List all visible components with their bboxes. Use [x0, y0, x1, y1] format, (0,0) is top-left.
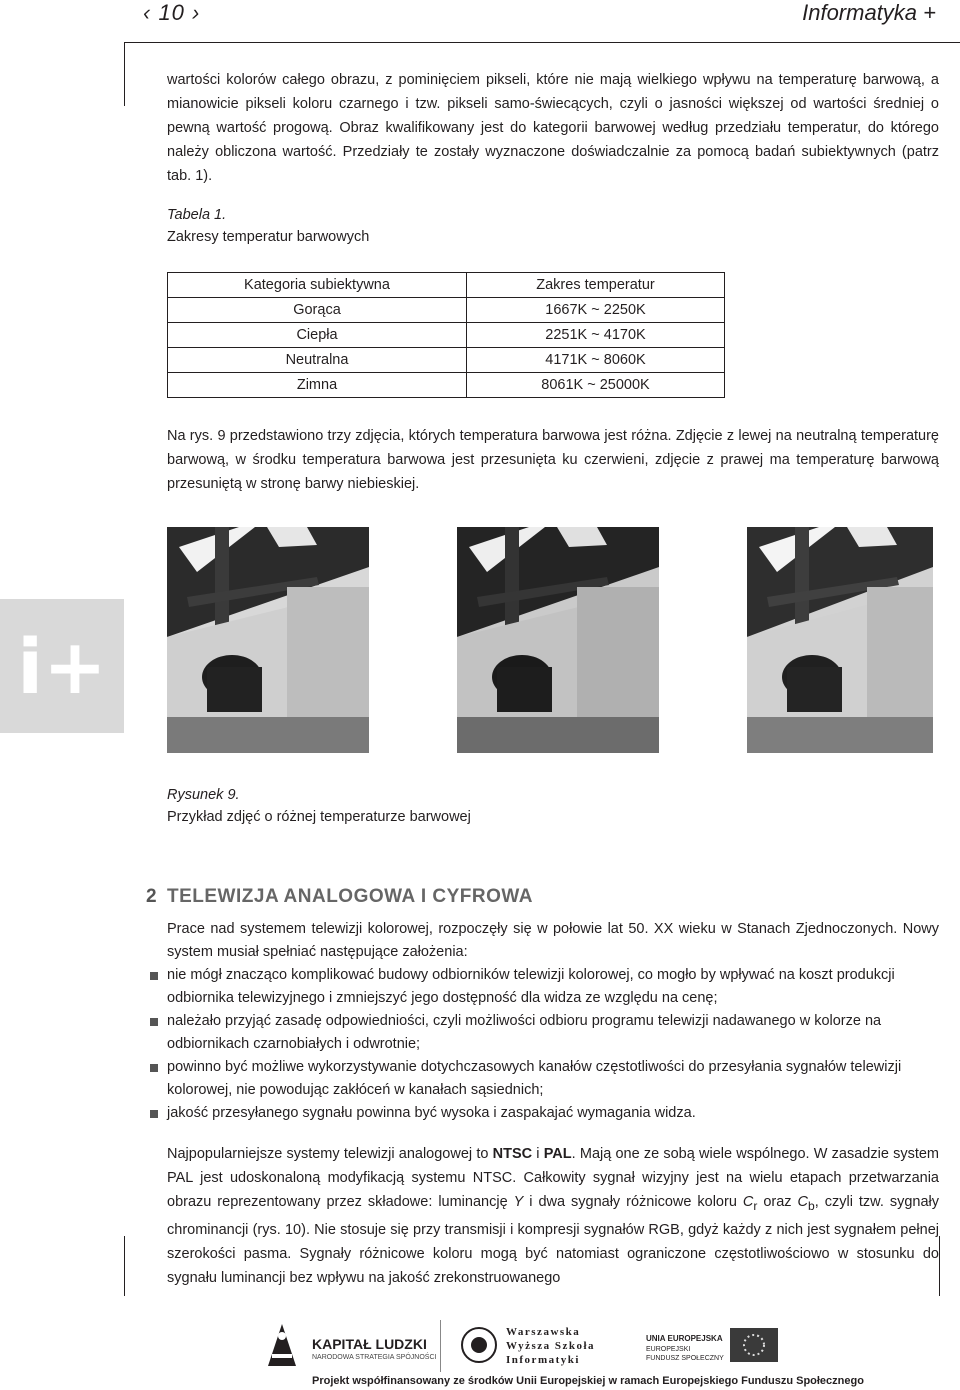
kl-subtitle: NARODOWA STRATEGIA SPÓJNOŚCI [312, 1354, 437, 1361]
list-item-text: jakość przesyłanego sygnału powinna być wysoka i zaspakajać wymagania widza. [167, 1105, 696, 1121]
text-run: i dwa sygnały różnicowe koloru [523, 1194, 743, 1210]
figure-caption [167, 784, 471, 828]
magazine-title: Informatyka + [802, 0, 936, 25]
table-cell: Ciepła [168, 323, 467, 348]
eu-flag-icon [730, 1328, 778, 1362]
chroma-symbol: C [742, 1194, 754, 1210]
text-run: Najpopularniejsze systemy telewizji analogowej to [167, 1146, 493, 1162]
page-number: ‹ 10 › [143, 0, 201, 25]
table-cell: Neutralna [168, 348, 467, 373]
table-row [168, 298, 725, 323]
table-row [168, 323, 725, 348]
frame-line-right-bottom [939, 1236, 940, 1296]
table-caption [167, 204, 369, 248]
bullet-square-icon [150, 1110, 158, 1118]
bullet-square-icon [150, 1018, 158, 1026]
list-item [150, 1102, 940, 1125]
list-item-text: należało przyjąć zasadę odpowiedniości, czyli możliwości odbioru programu telewizji nadawanego w kolorze na odbiornikach czarnobiałych i odwrotnie; [167, 1013, 882, 1052]
table-cell: Zimna [168, 373, 467, 398]
table-header: Kategoria subiektywna [168, 273, 467, 298]
chroma-subscript: r [753, 1198, 758, 1213]
chroma-subscript: b [808, 1198, 815, 1213]
wwsi-line-3: Informatyki [506, 1354, 580, 1366]
intro-paragraph: wartości kolorów całego obrazu, z pominięciem pikseli, które nie mają wielkiego wpływu na temperaturę barwową, a mianowicie pikseli koloru czarnego i tzw. pikseli samo-świecących, czyli o jasności większej od wartości średniej o pewną wartość progową. Obraz kwalifikowany jest do kategorii barwowej według przedziału temperatur, do którego należy obliczona wartość. Przedziały te zostały wyznaczone doświadczalnie za pomocą badań subiektywnych (patrz tab. 1). [167, 72, 939, 184]
temperature-table [167, 272, 725, 398]
frame-line-left-bottom [124, 1236, 125, 1296]
text-run: . Mają one ze sobą wiele wspólnego. W zasadzie system PAL jest udoskonaloną modyfikacją systemu NTSC. Całkowity sygnał wizyjny jest na wielu etapach przetwarzania obrazu reprezentowany przez składowe: luminancję [167, 1146, 939, 1210]
bullet-square-icon [150, 1064, 158, 1072]
pal-term: PAL [543, 1146, 572, 1162]
wwsi-logo [460, 1322, 610, 1372]
wwsi-line-2: Wyższa Szkoła [506, 1340, 596, 1352]
room-photo-blue-shift [747, 527, 933, 753]
figure-intro-paragraph: Na rys. 9 przedstawiono trzy zdjęcia, których temperatura barwowa jest różna. Zdjęcie z lewej na neutralną temperaturę barwową, w środku temperatura barwowa jest przesunięta ku czerwieni, zdjęcie z prawej ma temperaturę barwową przesuniętą w stronę barwy niebieskiej. [167, 428, 939, 492]
table-cell: 1667K ~ 2250K [467, 298, 725, 323]
wwsi-line-1: Warszawska [506, 1326, 581, 1338]
list-item-text: powinno być możliwe wykorzystywanie dotychczasowych kanałów częstotliwości do przesyłania sygnałów telewizji kolorowej, nie powodując zakłóceń w kanałach sąsiednich; [167, 1059, 902, 1098]
list-item [150, 1056, 940, 1102]
eu-line-3: FUNDUSZ SPOŁECZNY [646, 1355, 724, 1362]
table-header-row [168, 273, 725, 298]
table-row [168, 348, 725, 373]
systems-paragraph [167, 1142, 939, 1290]
footer-divider [440, 1320, 441, 1372]
list-item [150, 1010, 940, 1056]
table-title: Zakresy temperatur barwowych [167, 229, 370, 245]
room-photo-neutral [167, 527, 369, 753]
list-item [150, 964, 940, 1010]
ntsc-term: NTSC [492, 1146, 533, 1162]
frame-line-left-top [124, 42, 125, 106]
figure-label: Rysunek 9. [167, 787, 240, 803]
eu-line-1: UNIA EUROPEJSKA [646, 1334, 723, 1343]
wwsi-emblem-icon [460, 1326, 498, 1364]
table-row [168, 373, 725, 398]
table-cell: 8061K ~ 25000K [467, 373, 725, 398]
frame-line-top [124, 42, 960, 43]
figure-title: Przykład zdjęć o różnej temperaturze barwowej [167, 809, 471, 825]
chroma-symbol: C [797, 1194, 809, 1210]
kapital-ludzki-logo [262, 1322, 437, 1372]
list-item-text: nie mógł znacząco komplikować budowy odbiorników telewizji kolorowej, co mogło by wpływać na koszt produkcji odbiornika telewizyjnego i zmniejszyć jego dostępność dla widza ze względu na cenę; [167, 967, 895, 1006]
table-cell: 2251K ~ 4170K [467, 323, 725, 348]
table-cell: Gorąca [168, 298, 467, 323]
luminance-symbol: Y [513, 1194, 524, 1210]
iplus-badge: i+ [0, 599, 124, 733]
section-title: TELEWIZJA ANALOGOWA I CYFROWA [167, 886, 533, 907]
funding-note: Projekt współfinansowany ze środków Unii Europejskiej w ramach Europejskiego Funduszu Społecznego [312, 1375, 864, 1387]
kl-title: KAPITAŁ LUDZKI [312, 1336, 427, 1352]
table-label: Tabela 1. [167, 207, 227, 223]
text-run: i [532, 1146, 544, 1162]
text-run: oraz [757, 1194, 798, 1210]
room-photo-red-shift [457, 527, 659, 753]
eu-logo [630, 1322, 780, 1372]
text-run: , czyli tzw. sygnały chrominancji (rys. 10). Nie stosuje się przy transmisji i kompresji sygnałów RGB, gdyż każdy z nich jest sygnałem pełnej szerokości pasma. Sygnały różnicowe koloru mogą być natomiast ograniczone częstotliwościowo w stosunku do sygnału luminancji bez wpływu na jakość zrekonstruowanego [167, 1194, 940, 1286]
kapital-ludzki-emblem-icon [262, 1322, 302, 1372]
bullet-square-icon [150, 972, 158, 980]
section-lead: Prace nad systemem telewizji kolorowej, rozpoczęły się w połowie lat 50. XX wieku w Stanach Zjednoczonych. Nowy system musiał spełniać następujące założenia: [167, 921, 939, 960]
table-header: Zakres temperatur [467, 273, 725, 298]
requirements-list [150, 964, 940, 1125]
table-cell: 4171K ~ 8060K [467, 348, 725, 373]
section-number: 2 [146, 886, 157, 907]
eu-line-2: EUROPEJSKI [646, 1346, 691, 1353]
